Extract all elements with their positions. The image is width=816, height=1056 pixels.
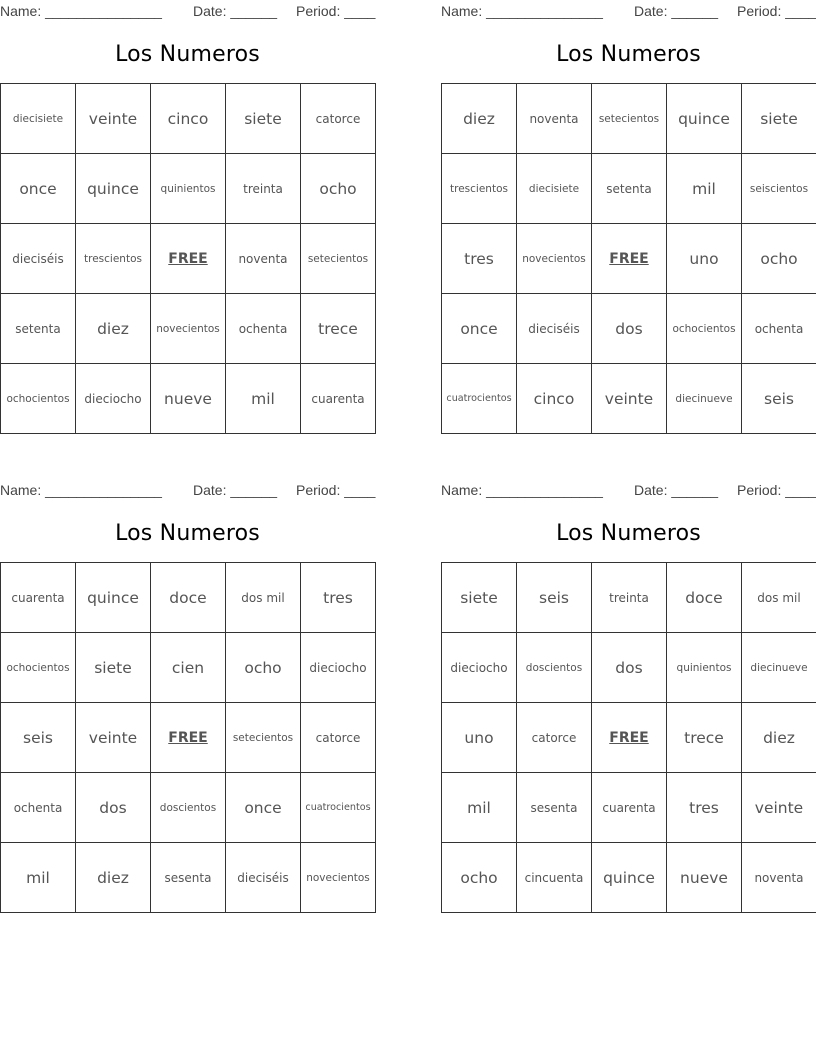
bingo-cell: doce <box>151 563 226 633</box>
bingo-cell: setecientos <box>301 224 376 294</box>
bingo-cell: once <box>1 154 76 224</box>
bingo-cell: dos <box>76 773 151 843</box>
grid-row <box>1 563 376 633</box>
bingo-cell: trescientos <box>442 154 517 224</box>
bingo-cell: cuarenta <box>1 563 76 633</box>
bingo-cell: quince <box>76 154 151 224</box>
date-field: Date: ______ <box>193 3 278 19</box>
bingo-cell: cinco <box>517 364 592 434</box>
bingo-cell: seis <box>1 703 76 773</box>
bingo-cell: tres <box>442 224 517 294</box>
grid-row <box>442 154 816 224</box>
name-field: Name: _______________ <box>0 482 162 498</box>
bingo-cell: cuatrocientos <box>442 364 517 434</box>
bingo-cell: dieciséis <box>226 843 301 913</box>
grid-row <box>442 773 816 843</box>
bingo-cell: noventa <box>742 843 816 913</box>
bingo-cell: catorce <box>517 703 592 773</box>
bingo-cell: mil <box>442 773 517 843</box>
bingo-cell: dieciocho <box>76 364 151 434</box>
bingo-cell: novecientos <box>517 224 592 294</box>
card-title: Los Numeros <box>556 42 701 67</box>
grid-row <box>442 843 816 913</box>
bingo-cell: mil <box>226 364 301 434</box>
bingo-cell: setecientos <box>592 84 667 154</box>
bingo-cell: quince <box>667 84 742 154</box>
free-space-cell: FREE <box>592 224 667 294</box>
bingo-cell: trescientos <box>76 224 151 294</box>
bingo-cell: treinta <box>226 154 301 224</box>
bingo-cell: quince <box>76 563 151 633</box>
period-field: Period: ____ <box>737 482 816 498</box>
bingo-cell: cien <box>151 633 226 703</box>
bingo-cell: dos <box>592 633 667 703</box>
bingo-cell: novecientos <box>151 294 226 364</box>
bingo-cell: ocho <box>301 154 376 224</box>
bingo-cell: trece <box>667 703 742 773</box>
grid-row <box>1 84 376 154</box>
bingo-cell: dieciocho <box>301 633 376 703</box>
period-field: Period: ____ <box>296 3 376 19</box>
card-title: Los Numeros <box>115 42 260 67</box>
bingo-cell: tres <box>667 773 742 843</box>
student-info-header <box>0 479 375 501</box>
bingo-cell: sesenta <box>151 843 226 913</box>
bingo-cell: veinte <box>76 84 151 154</box>
bingo-cell: diez <box>442 84 517 154</box>
bingo-cell: veinte <box>742 773 816 843</box>
bingo-card-3 <box>0 479 375 909</box>
grid-row <box>1 843 376 913</box>
grid-row <box>1 703 376 773</box>
grid-row <box>442 364 816 434</box>
bingo-cell: dos mil <box>226 563 301 633</box>
card-title: Los Numeros <box>115 521 260 546</box>
bingo-cell: ochocientos <box>1 633 76 703</box>
student-info-header <box>0 0 375 22</box>
bingo-cell: diecinueve <box>742 633 816 703</box>
name-field: Name: _______________ <box>441 482 603 498</box>
bingo-cell: sesenta <box>517 773 592 843</box>
bingo-card-2 <box>441 0 816 430</box>
grid-row <box>1 294 376 364</box>
bingo-grid <box>0 562 376 913</box>
grid-row <box>1 154 376 224</box>
bingo-cell: mil <box>1 843 76 913</box>
bingo-grid <box>441 562 816 913</box>
card-title: Los Numeros <box>556 521 701 546</box>
bingo-cell: cuarenta <box>301 364 376 434</box>
bingo-cell: dos mil <box>742 563 816 633</box>
date-field: Date: ______ <box>634 3 719 19</box>
bingo-cell: siete <box>742 84 816 154</box>
bingo-cell: setenta <box>1 294 76 364</box>
bingo-cell: siete <box>226 84 301 154</box>
bingo-cell: doscientos <box>151 773 226 843</box>
bingo-cell: ochocientos <box>1 364 76 434</box>
bingo-cell: quinientos <box>151 154 226 224</box>
name-field: Name: _______________ <box>0 3 162 19</box>
free-space-cell: FREE <box>151 224 226 294</box>
bingo-card-4 <box>441 479 816 909</box>
bingo-grid <box>441 83 816 434</box>
bingo-cell: diecisiete <box>1 84 76 154</box>
bingo-cell: veinte <box>592 364 667 434</box>
bingo-cell: veinte <box>76 703 151 773</box>
bingo-cell: seiscientos <box>742 154 816 224</box>
grid-row <box>1 364 376 434</box>
grid-row <box>442 633 816 703</box>
bingo-cell: mil <box>667 154 742 224</box>
bingo-cell: diez <box>742 703 816 773</box>
bingo-cell: dieciocho <box>442 633 517 703</box>
student-info-header <box>441 0 816 22</box>
grid-row <box>1 633 376 703</box>
grid-row <box>442 224 816 294</box>
bingo-cell: dieciséis <box>517 294 592 364</box>
bingo-cell: diecinueve <box>667 364 742 434</box>
bingo-cell: cincuenta <box>517 843 592 913</box>
bingo-cell: ocho <box>226 633 301 703</box>
bingo-cell: uno <box>667 224 742 294</box>
bingo-cell: ocho <box>742 224 816 294</box>
bingo-cell: cuarenta <box>592 773 667 843</box>
grid-row <box>1 224 376 294</box>
bingo-cell: tres <box>301 563 376 633</box>
bingo-cell: treinta <box>592 563 667 633</box>
bingo-cell: nueve <box>667 843 742 913</box>
bingo-cell: seis <box>742 364 816 434</box>
bingo-cell: noventa <box>517 84 592 154</box>
bingo-cell: diez <box>76 294 151 364</box>
bingo-cell: doce <box>667 563 742 633</box>
bingo-cell: ochocientos <box>667 294 742 364</box>
bingo-cell: once <box>226 773 301 843</box>
bingo-cell: quinientos <box>667 633 742 703</box>
bingo-cell: dos <box>592 294 667 364</box>
bingo-cell: catorce <box>301 703 376 773</box>
student-info-header <box>441 479 816 501</box>
grid-row <box>442 84 816 154</box>
bingo-cell: noventa <box>226 224 301 294</box>
bingo-card-1 <box>0 0 375 430</box>
bingo-cell: seis <box>517 563 592 633</box>
free-space-cell: FREE <box>592 703 667 773</box>
bingo-cell: doscientos <box>517 633 592 703</box>
date-field: Date: ______ <box>193 482 278 498</box>
grid-row <box>442 703 816 773</box>
bingo-cell: ochenta <box>742 294 816 364</box>
period-field: Period: ____ <box>296 482 376 498</box>
grid-row <box>442 563 816 633</box>
grid-row <box>442 294 816 364</box>
bingo-cell: cuatrocientos <box>301 773 376 843</box>
bingo-cell: dieciséis <box>1 224 76 294</box>
name-field: Name: _______________ <box>441 3 603 19</box>
free-space-cell: FREE <box>151 703 226 773</box>
bingo-cell: catorce <box>301 84 376 154</box>
bingo-cell: nueve <box>151 364 226 434</box>
period-field: Period: ____ <box>737 3 816 19</box>
bingo-cell: ochenta <box>226 294 301 364</box>
bingo-cell: diecisiete <box>517 154 592 224</box>
bingo-cell: siete <box>76 633 151 703</box>
bingo-grid <box>0 83 376 434</box>
grid-row <box>1 773 376 843</box>
bingo-cell: ochenta <box>1 773 76 843</box>
bingo-cell: trece <box>301 294 376 364</box>
bingo-cell: diez <box>76 843 151 913</box>
bingo-cell: ocho <box>442 843 517 913</box>
bingo-cell: cinco <box>151 84 226 154</box>
bingo-cell: quince <box>592 843 667 913</box>
bingo-cell: uno <box>442 703 517 773</box>
date-field: Date: ______ <box>634 482 719 498</box>
bingo-cell: once <box>442 294 517 364</box>
bingo-cell: siete <box>442 563 517 633</box>
bingo-cell: setecientos <box>226 703 301 773</box>
bingo-cell: setenta <box>592 154 667 224</box>
bingo-cell: novecientos <box>301 843 376 913</box>
